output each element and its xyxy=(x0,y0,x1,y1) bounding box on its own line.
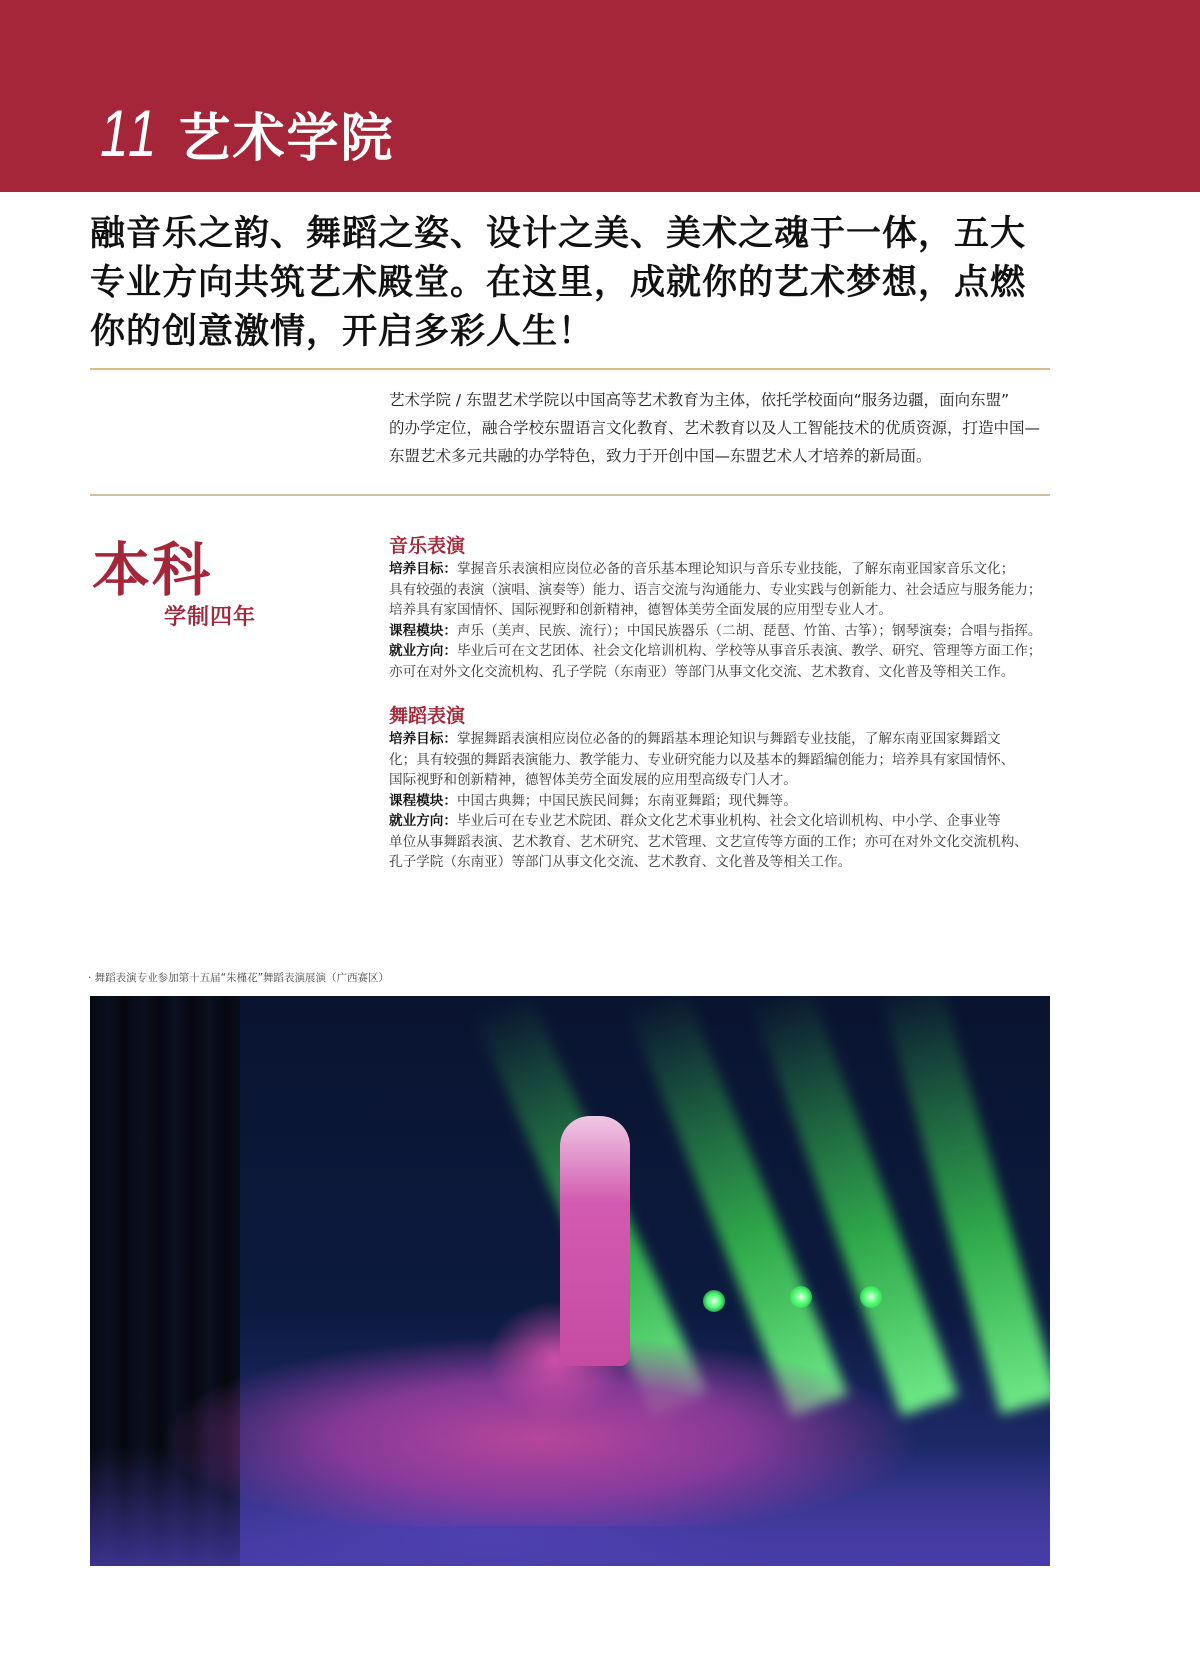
headline-line: 融音乐之韵、舞蹈之姿、设计之美、美术之魂于一体，五大 xyxy=(90,214,1027,254)
chapter-number: 11 xyxy=(100,96,160,170)
headline xyxy=(90,210,1050,357)
career-label: 就业方向： xyxy=(389,813,457,829)
stage-lamp xyxy=(860,1286,882,1308)
intro-line: 东盟艺术多元共融的办学特色，致力于开创中国—东盟艺术人才培养的新局面。 xyxy=(389,447,932,465)
major-title: 舞蹈表演 xyxy=(389,705,466,727)
goal-label: 培养目标： xyxy=(389,731,457,747)
career-text: 孔子学院（东南亚）等部门从事文化交流、艺术教育、文化普及等相关工作。 xyxy=(389,854,852,870)
course-text: 中国古典舞；中国民族民间舞；东南亚舞蹈；现代舞等。 xyxy=(456,792,797,809)
chapter-banner xyxy=(0,0,1200,192)
major-body xyxy=(389,729,1059,873)
degree-title: 本科 xyxy=(92,536,213,604)
dancer-group xyxy=(160,1296,920,1526)
major-dance-performance xyxy=(389,703,1059,873)
intro-line: 艺术学院 / 东盟艺术学院以中国高等艺术教育为主体，依托学校面向“服务边疆，面向东盟” xyxy=(389,391,1010,409)
headline-line: 专业方向共筑艺术殿堂。在这里，成就你的艺术梦想，点燃 xyxy=(90,263,1027,303)
goal-text: 掌握音乐表演相应岗位必备的音乐基本理论知识与音乐专业技能，了解东南亚国家音乐文化； xyxy=(456,561,1015,577)
career-label: 就业方向： xyxy=(389,643,457,659)
career-text: 亦可在对外文化交流机构、孔子学院（东南亚）等部门从事文化交流、艺术教育、文化普及等相关工作。 xyxy=(389,663,1015,680)
career-text: 毕业后可在文艺团体、社会文化培训机构、学校等从事音乐表演、教学、研究、管理等方面工作； xyxy=(456,643,1042,659)
intro-line: 的办学定位，融合学校东盟语言文化教育、艺术教育以及人工智能技术的优质资源，打造中国— xyxy=(389,419,1041,437)
major-music-performance xyxy=(389,533,1059,682)
major-title: 音乐表演 xyxy=(389,535,466,557)
career-text: 单位从事舞蹈表演、艺术教育、艺术研究、艺术管理、文艺宣传等方面的工作；亦可在对外文化交流机构、 xyxy=(389,833,1028,850)
chapter-title: 艺术学院 xyxy=(178,108,395,169)
intro-paragraph xyxy=(389,386,1059,470)
course-label: 课程模块： xyxy=(389,792,457,809)
divider xyxy=(90,368,1050,370)
divider xyxy=(90,494,1050,496)
course-text: 声乐（美声、民族、流行）；中国民族器乐（二胡、琵琶、竹笛、古筝）；钢琴演奏；合唱与指挥。 xyxy=(456,622,1042,639)
course-label: 课程模块： xyxy=(389,622,457,639)
chapter-heading xyxy=(100,98,395,168)
goal-text: 化；具有较强的舞蹈表演能力、教学能力、专业研究能力以及基本的舞蹈编创能力；培养具有家国情怀、 xyxy=(389,751,1015,768)
stage-lamp xyxy=(790,1286,812,1308)
goal-text: 掌握舞蹈表演相应岗位必备的的舞蹈基本理论知识与舞蹈专业技能，了解东南亚国家舞蹈文 xyxy=(456,731,1001,747)
photo-caption: · 舞蹈表演专业参加第十五届“朱槿花”舞蹈表演展演（广西赛区） xyxy=(88,972,390,984)
degree-duration: 学制四年 xyxy=(164,605,257,630)
major-body xyxy=(389,559,1059,682)
goal-text: 培养具有家国情怀、国际视野和创新精神，德智体美劳全面发展的应用型专业人才。 xyxy=(389,602,892,618)
goal-label: 培养目标： xyxy=(389,561,457,577)
goal-text: 国际视野和创新精神，德智体美劳全面发展的应用型高级专门人才。 xyxy=(389,772,797,788)
degree-label xyxy=(92,538,256,631)
headline-line: 你的创意激情，开启多彩人生！ xyxy=(90,312,595,352)
career-text: 毕业后可在专业艺术院团、群众文化艺术事业机构、社会文化培训机构、中小学、企事业等 xyxy=(456,813,1001,829)
lead-dancer xyxy=(560,1116,630,1366)
dance-performance-photo xyxy=(90,996,1050,1566)
goal-text: 具有较强的表演（演唱、演奏等）能力、语言交流与沟通能力、专业实践与创新能力、社会适应与服务能力； xyxy=(389,581,1042,598)
